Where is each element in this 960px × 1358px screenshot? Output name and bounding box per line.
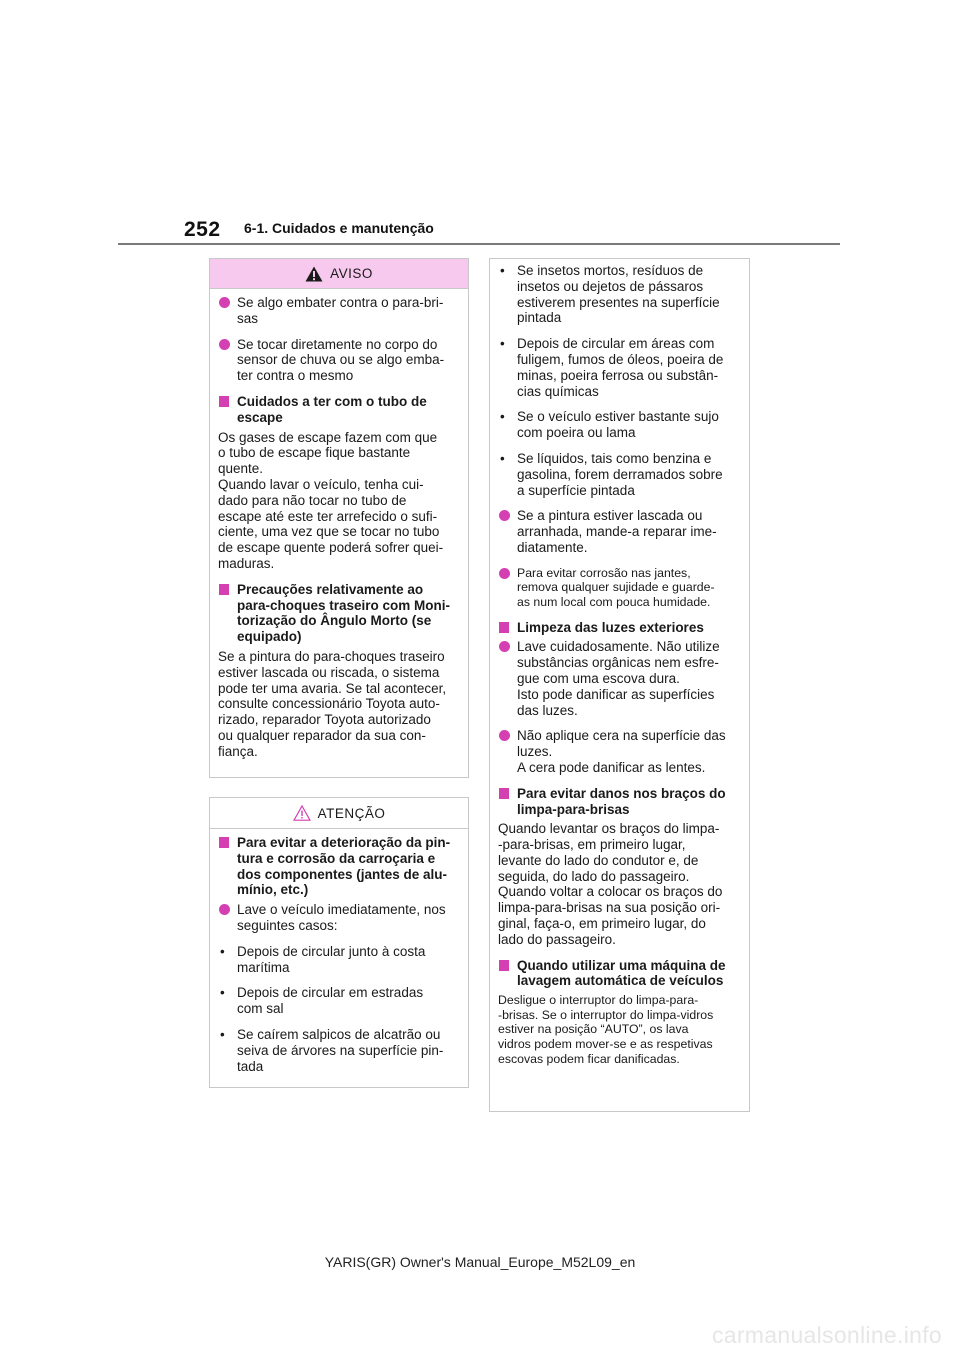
body-paragraph: Se a pintura do para-choques traseiro estiver lascada ou riscada, o sistema pode ter uma avaria. Se tal acontecer, consulte concessionário Toyota auto- rizado, reparador Toyota autorizado ou qualquer reparador da sua con- fiança. [218,648,447,759]
item-text: Para evitar danos nos braços do limpa-para-brisas [517,785,726,817]
circle-bullet-icon [498,728,517,775]
atencao-continued-body [490,259,749,1066]
dot-bullet-icon [218,985,237,1017]
section-heading [498,958,741,990]
item-text: Se a pintura estiver lascada ou arranhada, mande-a reparar ime- diatamente. [517,508,717,555]
dot-bullet-icon [498,451,517,498]
item-text: Se insetos mortos, resíduos de insetos ou dejetos de pássaros estiverem presentes na superfície pintada [517,263,720,326]
list-item [218,902,460,934]
list-item [498,566,741,610]
list-item [498,508,741,555]
list-item [498,451,741,498]
item-text: Limpeza das luzes exteriores [517,619,704,635]
atencao-continued-box [489,258,750,1112]
circle-bullet-icon [218,902,237,934]
aviso-body [210,289,468,760]
section-heading [498,786,741,818]
circle-bullet-icon [218,337,237,384]
dot-bullet-icon [498,336,517,399]
section-heading [218,394,460,426]
dot-bullet-icon [498,409,517,441]
circle-bullet-icon [498,566,517,610]
item-text: Depois de circular em estradas com sal [237,985,424,1017]
square-bullet-icon [498,620,517,636]
page-number: 252 [184,218,221,241]
item-text: Se algo embater contra o para-bri- sas [237,295,444,326]
item-text: Se tocar diretamente no corpo do sensor de chuva ou se algo emba- ter contra o mesmo [237,336,445,384]
item-text: Se líquidos, tais como benzina e gasolina, forem derramados sobre a superfície pintada [517,450,723,498]
item-text: Se caírem salpicos de alcatrão ou seiva de árvores na superfície pin- tada [237,1026,444,1074]
circle-bullet-icon [498,639,517,718]
aviso-title: AVISO [330,266,373,281]
list-item [218,337,460,384]
warning-triangle-icon [305,266,323,282]
section-title: 6-1. Cuidados e manutenção [244,220,434,236]
list-item [498,263,741,326]
item-text: Para evitar a deterioração da pin- tura e corrosão da carroçaria e dos componentes (jantes de alu- mínio, etc.) [237,835,451,898]
dot-bullet-icon [218,1027,237,1074]
square-bullet-icon [218,835,237,898]
dot-bullet-icon [218,944,237,976]
list-item [498,336,741,399]
section-heading [218,835,460,898]
circle-bullet-icon [498,508,517,555]
list-item [498,728,741,775]
aviso-header [210,259,468,289]
square-bullet-icon [218,394,237,426]
square-bullet-icon [218,582,237,645]
item-text: Depois de circular em áreas com fuligem, fumos de óleos, poeira de minas, poeira ferrosa ou substân- cias químicas [517,336,724,399]
square-bullet-icon [498,958,517,990]
page-footer: YARIS(GR) Owner's Manual_Europe_M52L09_en [324,1254,636,1270]
body-paragraph: Os gases de escape fazem com que o tubo de escape fique bastante quente. Quando lavar o veículo, tenha cui- dado para não tocar no tubo de escape até este ter arrefecido o sufi- ciente, uma vez que se tocar no tubo de escape quente poderá sofrer quei- maduras. [218,429,444,571]
atencao-header [210,798,468,829]
item-text: Depois de circular junto à costa marítima [237,943,426,975]
body-paragraph: Desligue o interruptor do limpa-para- -brisas. Se o interruptor do limpa-vidros estiver na posição “AUTO”, os lava vidros podem mover-se e as respetivas escovas podem ficar danificadas. [498,993,714,1066]
aviso-box [209,258,469,778]
list-item [218,295,460,327]
item-text: Cuidados a ter com o tubo de escape [237,393,427,425]
square-bullet-icon [498,786,517,818]
atencao-body [210,829,468,1074]
dot-bullet-icon [498,263,517,326]
body-paragraph: Quando levantar os braços do limpa- -para-brisas, em primeiro lugar, levante do lado do condutor e, de seguida, do lado do passageiro. Quando voltar a colocar os braços do limpa-para-brisas na sua posição ori- ginal, faça-o, em primeiro lugar, do lado do passageiro. [498,821,723,947]
list-item [498,409,741,441]
atencao-title: ATENÇÃO [317,805,386,821]
section-heading [498,620,741,636]
item-text: Para evitar corrosão nas jantes, remova qualquer sujidade e guarde- as num local com pouca humidade. [517,565,715,609]
item-text: Precauções relativamente ao para-choques traseiro com Moni- torização do Ângulo Morto (se equipado) [237,581,451,645]
header-rule [118,243,840,245]
atencao-box [209,797,469,1088]
list-item [218,1027,460,1074]
item-text: Não aplique cera na superfície das luzes. A cera pode danificar as lentes. [517,728,726,775]
caution-triangle-icon [293,805,311,821]
list-item [498,639,741,718]
item-text: Quando utilizar uma máquina de lavagem automática de veículos [517,957,726,989]
section-heading [218,582,460,645]
item-text: Se o veículo estiver bastante sujo com poeira ou lama [517,409,719,441]
item-text: Lave o veículo imediatamente, nos seguintes casos: [237,902,446,933]
item-text: Lave cuidadosamente. Não utilize substâncias orgânicas nem esfre- gue com uma escova dura. Isto pode danificar as superfícies das luzes. [517,639,720,718]
list-item [218,944,460,976]
circle-bullet-icon [218,295,237,327]
list-item [218,985,460,1017]
watermark: carmanualsonline.info [711,1322,942,1348]
